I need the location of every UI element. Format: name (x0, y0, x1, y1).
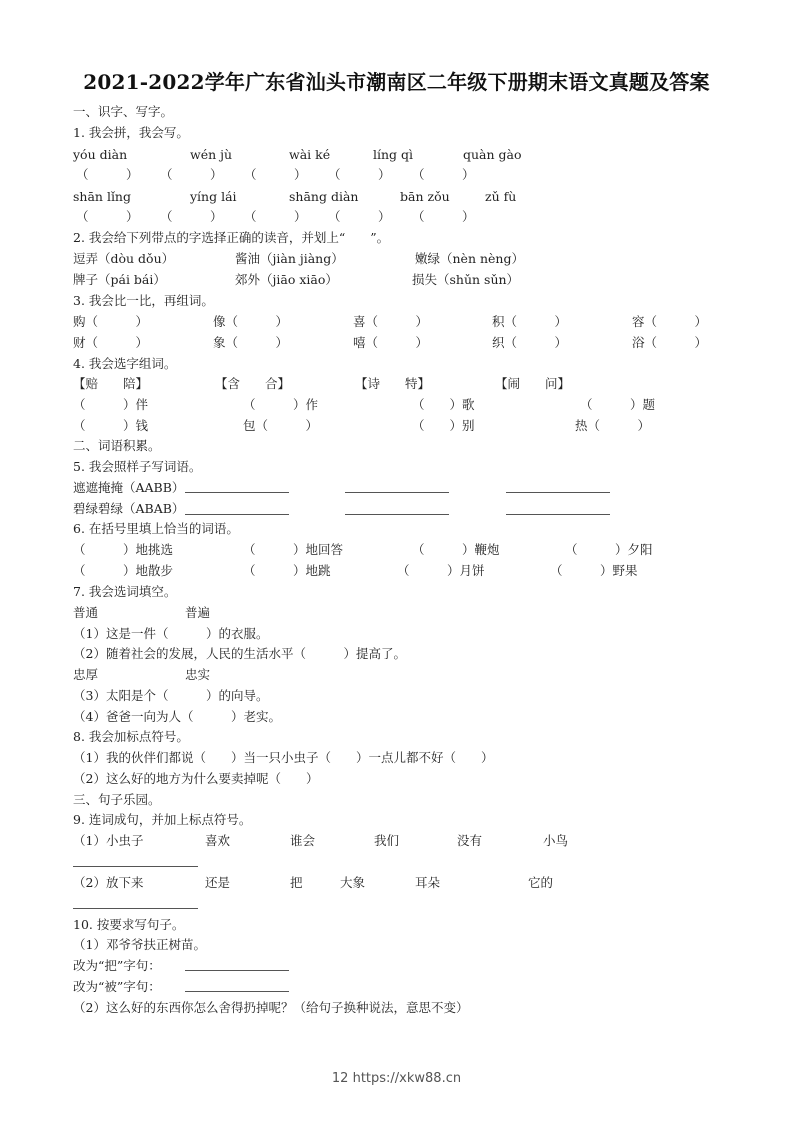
word-blank[interactable]: （ ）作 (243, 397, 319, 412)
sentence[interactable]: （2）随着社会的发展，人民的生活水平（ ）提高了。 (73, 646, 406, 661)
answer-blank[interactable]: （ ） (244, 209, 307, 224)
reading-choice[interactable]: 嫩绿（nèn nèng） (415, 251, 524, 266)
word-tile: 没有 (457, 833, 483, 848)
sentence: （2）这么好的东西你怎么舍得扔掉呢？（给句子换种说法，意思不变） (73, 1000, 469, 1015)
pinyin: quàn gào (463, 147, 522, 162)
page-footer: 12 https://xkw88.cn (331, 1071, 462, 1086)
answer-blank[interactable]: （ ） (244, 167, 307, 182)
answer-line[interactable] (185, 970, 289, 971)
word-tile: 还是 (205, 875, 231, 890)
compare-blank[interactable]: 积（ ） (492, 314, 568, 329)
word-tile: 大象 (340, 875, 366, 890)
sentence[interactable]: （1）这是一件（ ）的衣服。 (73, 626, 269, 641)
compare-blank[interactable]: 容（ ） (632, 314, 708, 329)
compare-blank[interactable]: 购（ ） (73, 314, 149, 329)
answer-blank[interactable]: （ ） (76, 209, 139, 224)
char-group: 【含 合】 (215, 376, 291, 391)
answer-blank[interactable]: （ ） (412, 167, 475, 182)
question-7-label: 7. 我会选词填空。 (73, 584, 177, 599)
word-option: 普通 (73, 605, 99, 620)
char-group: 【赔 陪】 (73, 376, 149, 391)
section-heading-2: 二、词语积累。 (73, 438, 161, 453)
pinyin: shāng diàn (289, 189, 359, 204)
answer-blank[interactable]: （ ） (160, 209, 223, 224)
reading-choice[interactable]: 逗弄（dòu dǒu） (73, 251, 175, 266)
answer-line[interactable] (506, 514, 610, 515)
pinyin: zǔ fù (485, 189, 517, 204)
word-tile: （1）小虫子 (73, 833, 144, 848)
answer-line[interactable] (345, 492, 449, 493)
word-blank[interactable]: （ ）伴 (73, 397, 149, 412)
answer-blank[interactable]: （ ） (328, 209, 391, 224)
word-tile: （2）放下来 (73, 875, 144, 890)
reading-choice[interactable]: 酱油（jiàn jiàng） (235, 251, 344, 266)
pinyin: wén jù (190, 147, 233, 162)
phrase-blank[interactable]: （ ）地回答 (243, 542, 344, 557)
word-blank[interactable]: 包（ ） (243, 418, 319, 433)
word-option: 忠厚 (73, 667, 99, 682)
word-blank[interactable]: （ ）题 (580, 397, 656, 412)
answer-line[interactable] (73, 866, 198, 867)
compare-blank[interactable]: 喜（ ） (353, 314, 429, 329)
word-tile: 把 (290, 875, 303, 890)
word-option: 忠实 (185, 667, 211, 682)
pinyin: yíng lái (190, 189, 237, 204)
compare-blank[interactable]: 织（ ） (492, 335, 568, 350)
compare-blank[interactable]: 嘻（ ） (353, 335, 429, 350)
word-blank[interactable]: 热（ ） (575, 418, 651, 433)
pinyin: shān lǐng (73, 189, 131, 204)
section-heading-3: 三、句子乐园。 (73, 792, 161, 807)
answer-blank[interactable]: （ ） (76, 167, 139, 182)
question-9-label: 9. 连词成句，并加上标点符号。 (73, 812, 252, 827)
question-5-label: 5. 我会照样子写词语。 (73, 459, 202, 474)
word-tile: 耳朵 (415, 875, 441, 890)
pinyin: wài ké (289, 147, 331, 162)
question-6-label: 6. 在括号里填上恰当的词语。 (73, 521, 239, 536)
pinyin: yóu diàn (73, 147, 128, 162)
phrase-blank[interactable]: （ ）地跳 (243, 563, 331, 578)
answer-line[interactable] (73, 908, 198, 909)
word-tile: 它的 (528, 875, 554, 890)
phrase-blank[interactable]: （ ）鞭炮 (412, 542, 500, 557)
sentence: （1）邓爷爷扶正树苗。 (73, 937, 206, 952)
answer-blank[interactable]: （ ） (412, 209, 475, 224)
phrase-blank[interactable]: （ ）野果 (550, 563, 638, 578)
word-option: 普遍 (185, 605, 211, 620)
pinyin: líng qì (373, 147, 414, 162)
char-group: 【闹 问】 (495, 376, 571, 391)
reading-choice[interactable]: 牌子（pái bái） (73, 272, 166, 287)
page-title: 2021-2022学年广东省汕头市潮南区二年级下册期末语文真题及答案 (83, 70, 710, 94)
question-8-label: 8. 我会加标点符号。 (73, 729, 189, 744)
example-word: 遮遮掩掩（AABB） (73, 480, 185, 495)
answer-blank[interactable]: （ ） (160, 167, 223, 182)
sentence[interactable]: （4）爸爸一向为人（ ）老实。 (73, 709, 281, 724)
word-tile: 谁会 (290, 833, 316, 848)
answer-line[interactable] (185, 514, 289, 515)
word-blank[interactable]: （ ）别 (412, 418, 475, 433)
compare-blank[interactable]: 像（ ） (213, 314, 289, 329)
phrase-blank[interactable]: （ ）地挑选 (73, 542, 174, 557)
answer-line[interactable] (185, 991, 289, 992)
section-heading-1: 一、识字、写字。 (73, 104, 174, 119)
ba-sentence-label: 改为“把”字句： (73, 958, 161, 973)
compare-blank[interactable]: 财（ ） (73, 335, 149, 350)
compare-blank[interactable]: 象（ ） (213, 335, 289, 350)
question-1-label: 1. 我会拼，我会写。 (73, 125, 189, 140)
question-4-label: 4. 我会选字组词。 (73, 356, 177, 371)
sentence[interactable]: （3）太阳是个（ ）的向导。 (73, 688, 269, 703)
phrase-blank[interactable]: （ ）地散步 (73, 563, 174, 578)
bei-sentence-label: 改为“被”字句： (73, 979, 161, 994)
word-tile: 小鸟 (543, 833, 569, 848)
word-blank[interactable]: （ ）歌 (412, 397, 475, 412)
sentence[interactable]: （2）这么好的地方为什么要卖掉呢（ ） (73, 771, 319, 786)
reading-choice[interactable]: 损失（shǔn sǔn） (412, 272, 520, 287)
answer-line[interactable] (506, 492, 610, 493)
char-group: 【诗 特】 (355, 376, 431, 391)
question-2-label: 2. 我会给下列带点的字选择正确的读音，并划上“ ”。 (73, 230, 390, 245)
phrase-blank[interactable]: （ ）月饼 (397, 563, 485, 578)
example-word: 碧绿碧绿（ABAB） (73, 501, 185, 516)
sentence[interactable]: （1）我的伙伴们都说（ ）当一只小虫子（ ）一点儿都不好（ ） (73, 750, 494, 765)
compare-blank[interactable]: 浴（ ） (632, 335, 708, 350)
answer-line[interactable] (185, 492, 289, 493)
reading-choice[interactable]: 郊外（jiāo xiāo） (235, 272, 338, 287)
answer-line[interactable] (345, 514, 449, 515)
word-tile: 我们 (374, 833, 400, 848)
pinyin: bān zǒu (400, 189, 450, 204)
question-10-label: 10. 按要求写句子。 (73, 917, 185, 932)
question-3-label: 3. 我会比一比，再组词。 (73, 293, 214, 308)
word-tile: 喜欢 (205, 833, 231, 848)
word-blank[interactable]: （ ）钱 (73, 418, 149, 433)
answer-blank[interactable]: （ ） (328, 167, 391, 182)
phrase-blank[interactable]: （ ）夕阳 (565, 542, 653, 557)
